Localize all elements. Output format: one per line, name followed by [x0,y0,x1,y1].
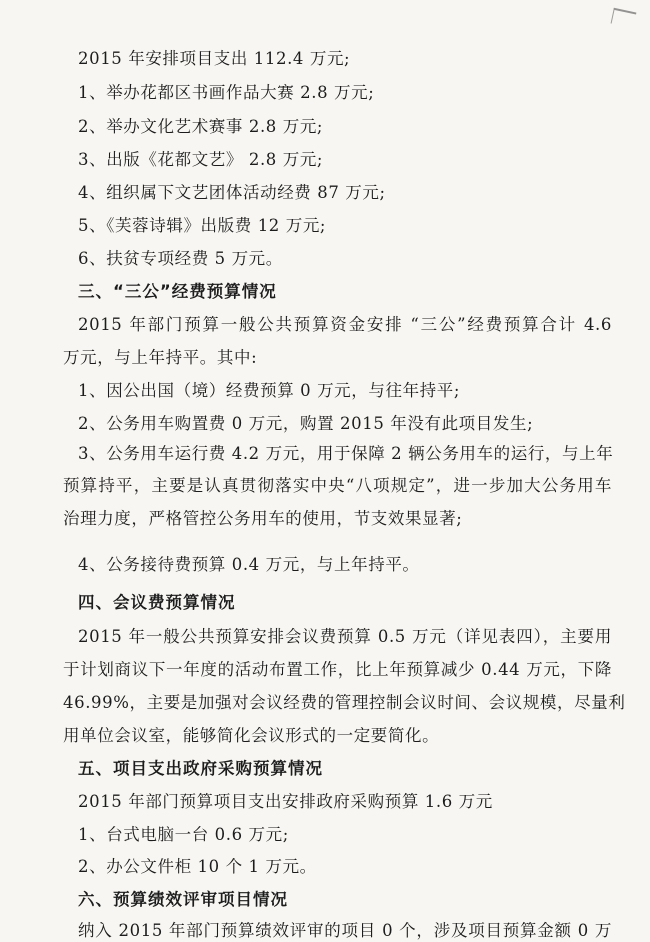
paragraph-line: 用单位会议室，能够简化会议形式的一定要简化。 [63,726,440,745]
paragraph-line: 预算持平，主要是认真贯彻落实中央“八项规定”，进一步加大公务用车 [63,476,612,495]
list-item: 6、扶贫专项经费 5 万元。 [78,249,283,268]
list-item: 1、举办花都区书画作品大赛 2.8 万元; [78,83,375,102]
paragraph-line: 于计划商议下一年度的活动布置工作，比上年预算减少 0.44 万元，下降 [63,660,612,679]
paragraph-line: 治理力度，严格管控公务用车的使用，节支效果显著; [63,509,463,528]
paragraph-line: 纳入 2015 年部门预算绩效评审的项目 0 个，涉及项目预算金额 0 万 [78,921,612,940]
paragraph-line: 2015 年一般公共预算安排会议费预算 0.5 万元（详见表四），主要用 [78,627,612,646]
section-heading: 四、会议费预算情况 [78,593,236,612]
text-line: 2015 年安排项目支出 112.4 万元; [78,49,351,68]
paragraph-line: 2015 年部门预算一般公共预算资金安排 “三公”经费预算合计 4.6 [78,315,612,334]
list-item: 2、办公文件柜 10 个 1 万元。 [78,857,317,876]
section-heading: 五、项目支出政府采购预算情况 [78,759,323,778]
list-item: 1、台式电脑一台 0.6 万元; [78,825,289,844]
section-heading: 三、“三公”经费预算情况 [78,282,277,301]
section-heading: 六、预算绩效评审项目情况 [78,890,288,909]
list-item: 2、举办文化艺术赛事 2.8 万元; [78,117,324,136]
list-item: 5、《芙蓉诗辑》出版费 12 万元; [78,216,327,235]
list-item: 3、出版《花都文艺》 2.8 万元; [78,150,324,169]
paragraph-line: 万元，与上年持平。其中: [63,348,258,367]
list-item: 2、公务用车购置费 0 万元，购置 2015 年没有此项目发生; [78,414,534,433]
list-item: 3、公务用车运行费 4.2 万元，用于保障 2 辆公务用车的运行，与上年 [78,444,614,463]
paragraph-line: 46.99%，主要是加强对会议经费的管理控制会议时间、会议规模，尽量利 [63,693,626,712]
scan-mark [611,8,637,28]
list-item: 4、公务接待费预算 0.4 万元，与上年持平。 [78,555,420,574]
list-item: 4、组织属下文艺团体活动经费 87 万元; [78,183,386,202]
paragraph-line: 2015 年部门预算项目支出安排政府采购预算 1.6 万元 [78,792,493,811]
list-item: 1、因公出国（境）经费预算 0 万元，与往年持平; [78,381,461,400]
